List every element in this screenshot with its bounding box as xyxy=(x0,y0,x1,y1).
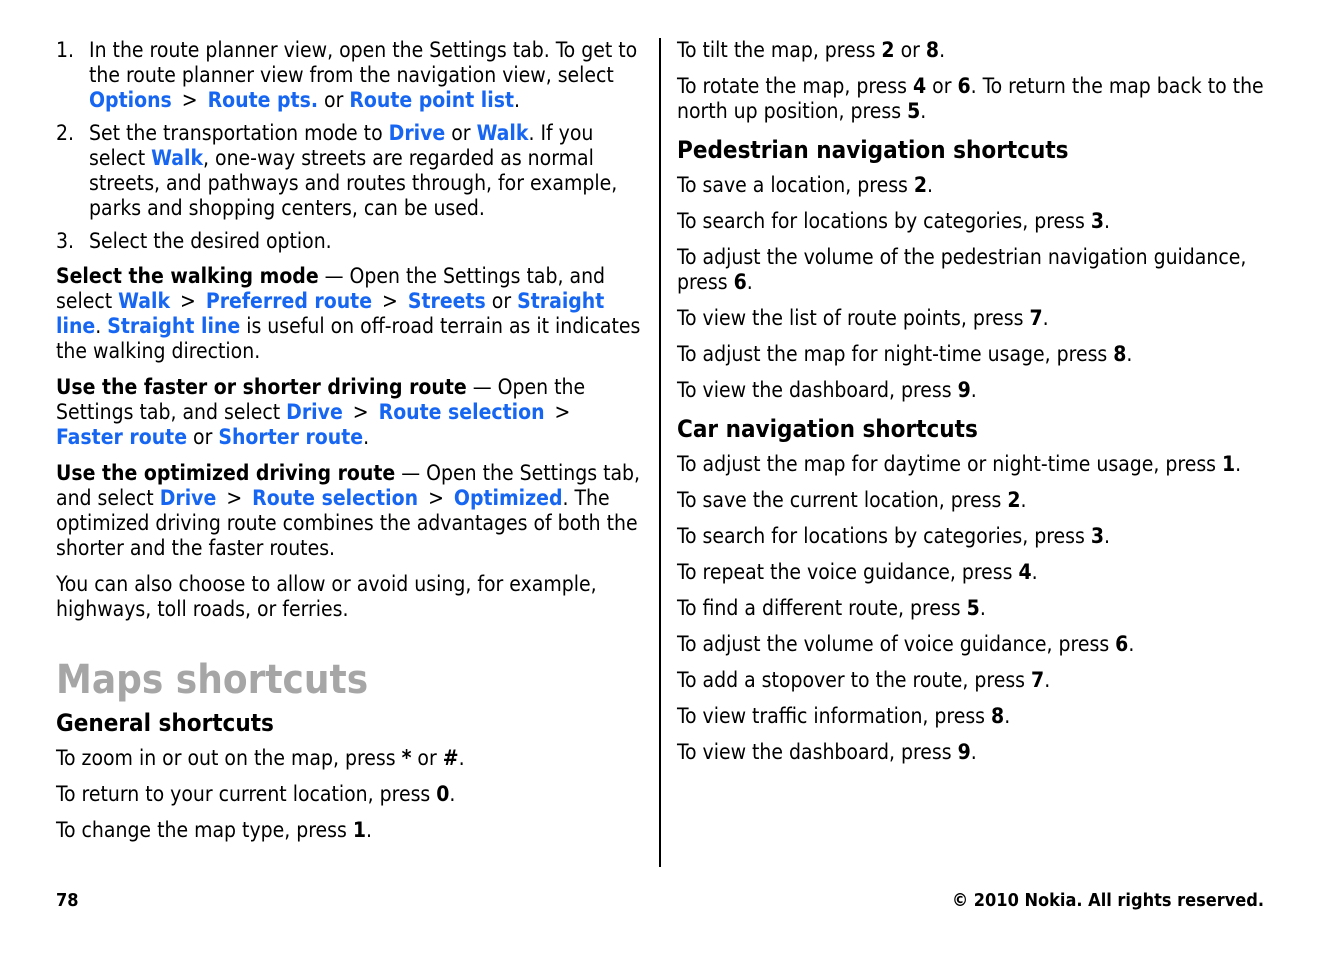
optimized-route-paragraph: Use the optimized driving route — Open the Settings tab, and select Drive > Route selection > Optimized. The optimized driving route combines the advantages of both the shorter and the faster routes. xyxy=(56,461,641,560)
shortcut-item: To find a different route, press 5. xyxy=(677,596,986,620)
walk-link[interactable]: Walk xyxy=(151,146,204,170)
walk-link[interactable]: Walk xyxy=(118,289,171,313)
shortcut-item: To search for locations by categories, press 3. xyxy=(677,209,1110,233)
drive-link[interactable]: Drive xyxy=(159,486,217,510)
steps-list xyxy=(56,38,646,254)
shortcut-item: To adjust the map for daytime or night-time usage, press 1. xyxy=(677,452,1242,476)
options-link[interactable]: Options xyxy=(89,88,172,112)
faster-route-link[interactable]: Faster route xyxy=(56,425,188,449)
walk-link[interactable]: Walk xyxy=(476,121,529,145)
faster-route-paragraph: Use the faster or shorter driving route — Open the Settings tab, and select Drive > Route selection >Faster route or Shorter route. xyxy=(56,375,586,449)
page-title: Maps shortcuts xyxy=(56,657,369,703)
route-selection-link[interactable]: Route selection xyxy=(252,486,419,510)
general-shortcuts-heading: General shortcuts xyxy=(56,709,274,737)
shortcut-item: To search for locations by categories, press 3. xyxy=(677,524,1110,548)
straight-line-link[interactable]: Straight line xyxy=(56,289,605,338)
shortcut-item: To adjust the volume of the pedestrian navigation guidance, press 6. xyxy=(677,245,1247,294)
preferred-route-link[interactable]: Preferred route xyxy=(205,289,373,313)
list-item: 1. In the route planner view, open the Settings tab. To get to the route planner view from the navigation view, select Options > Route pts. or Route point list. xyxy=(56,38,638,112)
shortcut-item: To save a location, press 2. xyxy=(677,173,934,197)
drive-link[interactable]: Drive xyxy=(286,400,343,424)
list-item: 3. Select the desired option. xyxy=(56,229,332,253)
optimized-link[interactable]: Optimized xyxy=(453,486,563,510)
shortcut-item: To zoom in or out on the map, press * or #. xyxy=(56,746,465,770)
list-item: 2. Set the transportation mode to Drive or Walk. If you select Walk, one-way streets are regarded as normal streets, and pathways and routes through, for example, parks and shopping centers, can be used. xyxy=(56,121,618,220)
page-number: 78 xyxy=(56,890,79,911)
shortcut-item: To tilt the map, press 2 or 8. xyxy=(677,38,946,62)
streets-link[interactable]: Streets xyxy=(407,289,486,313)
car-shortcuts-list xyxy=(677,452,1277,765)
shortcut-item: To view the dashboard, press 9. xyxy=(677,378,977,402)
walking-mode-paragraph: Select the walking mode — Open the Settings tab, and select Walk > Preferred route > Streets or Straight line. Straight line is useful on off-road terrain as it indicates the walking direction. xyxy=(56,264,641,363)
pedestrian-shortcuts-list xyxy=(677,173,1277,403)
left-column xyxy=(56,38,646,854)
shortcut-item: To change the map type, press 1. xyxy=(56,818,373,842)
route-point-list-link[interactable]: Route point list xyxy=(349,88,515,112)
avoid-paragraph: You can also choose to allow or avoid using, for example, highways, toll roads, or ferries. xyxy=(56,572,597,621)
route-pts-link[interactable]: Route pts. xyxy=(207,88,319,112)
shorter-route-link[interactable]: Shorter route xyxy=(218,425,364,449)
shortcut-item: To view the dashboard, press 9. xyxy=(677,740,977,764)
shortcut-item: To add a stopover to the route, press 7. xyxy=(677,668,1051,692)
straight-line-link[interactable]: Straight line xyxy=(107,314,241,338)
shortcut-item: To adjust the volume of voice guidance, press 6. xyxy=(677,632,1135,656)
shortcut-item: To repeat the voice guidance, press 4. xyxy=(677,560,1038,584)
right-column xyxy=(677,38,1277,776)
car-shortcuts-heading: Car navigation shortcuts xyxy=(677,415,978,443)
shortcut-item: To adjust the map for night-time usage, press 8. xyxy=(677,342,1133,366)
shortcut-item: To view the list of route points, press 7. xyxy=(677,306,1049,330)
shortcut-item: To save the current location, press 2. xyxy=(677,488,1027,512)
route-selection-link[interactable]: Route selection xyxy=(378,400,545,424)
copyright: © 2010 Nokia. All rights reserved. xyxy=(951,890,1264,911)
column-divider xyxy=(659,38,661,867)
shortcut-item: To view traffic information, press 8. xyxy=(677,704,1011,728)
pedestrian-shortcuts-heading: Pedestrian navigation shortcuts xyxy=(677,136,1069,164)
shortcut-item: To rotate the map, press 4 or 6. To return the map back to the north up position, press 5. xyxy=(677,74,1264,123)
shortcut-item: To return to your current location, press 0. xyxy=(56,782,456,806)
drive-link[interactable]: Drive xyxy=(388,121,446,145)
